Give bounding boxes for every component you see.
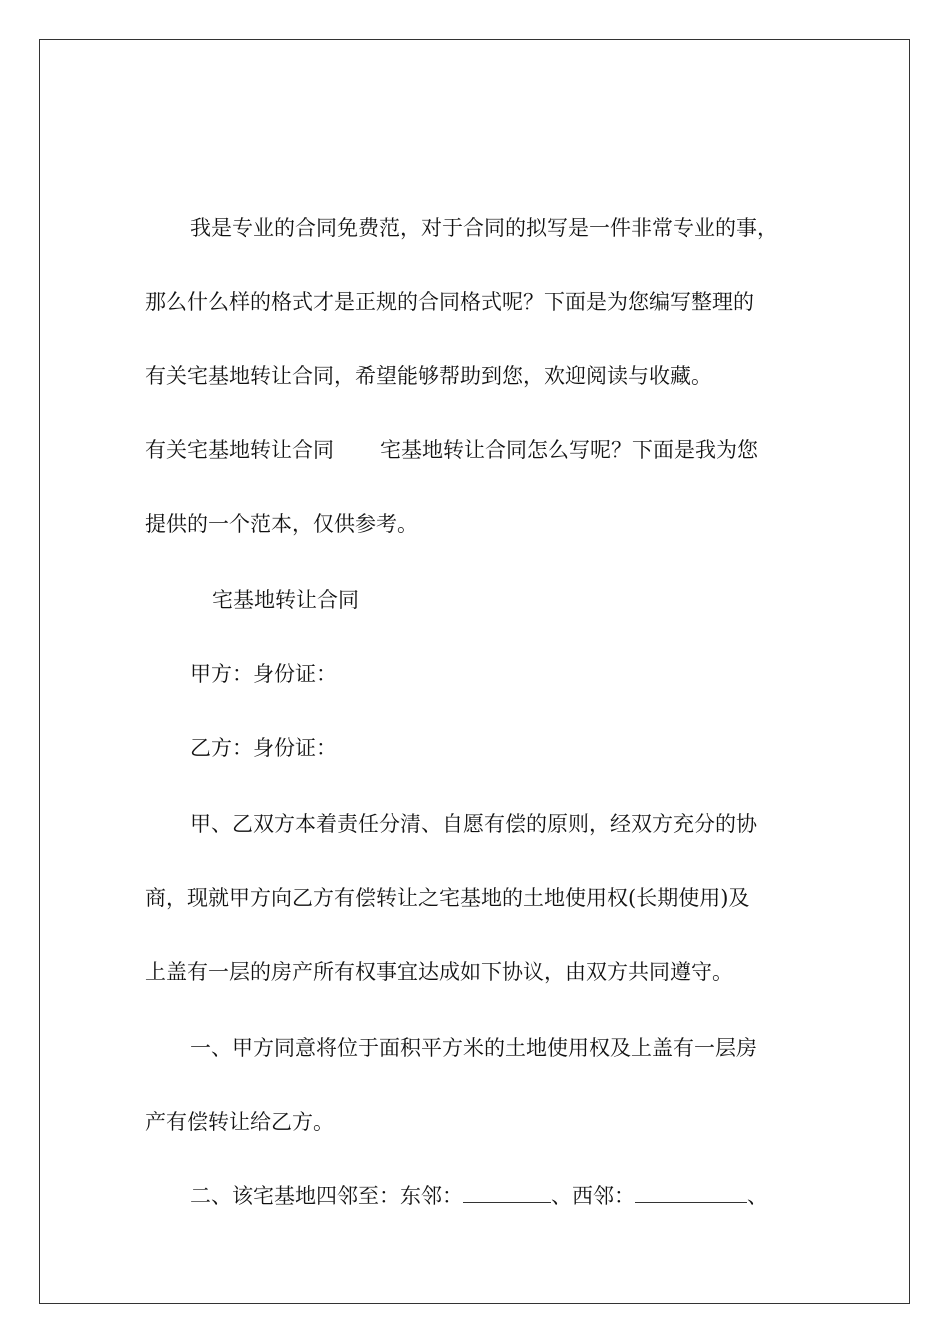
preamble-line-3: 上盖有一层的房产所有权事宜达成如下协议，由双方共同遵守。 — [145, 960, 733, 984]
intro-line-1: 我是专业的合同免费范，对于合同的拟写是一件非常专业的事， — [190, 216, 778, 240]
heading-intro-text: 宅基地转让合同怎么写呢？下面是我为您 — [380, 438, 758, 462]
intro-line-2: 那么什么样的格式才是正规的合同格式呢？下面是为您编写整理的 — [145, 290, 754, 314]
heading-line — [145, 435, 758, 465]
party-a-line: 甲方：身份证： — [190, 662, 337, 686]
west-neighbor-blank — [635, 1182, 747, 1203]
clause-2-line — [190, 1181, 768, 1211]
preamble-line-1: 甲、乙双方本着责任分清、自愿有偿的原则，经双方充分的协 — [190, 812, 757, 836]
clause-2-mid: 、西邻： — [551, 1184, 635, 1208]
east-neighbor-blank — [463, 1182, 551, 1203]
clause-1-line-2: 产有偿转让给乙方。 — [145, 1110, 334, 1134]
intro-line-3: 有关宅基地转让合同，希望能够帮助到您，欢迎阅读与收藏。 — [145, 364, 712, 388]
contract-title: 宅基地转让合同 — [212, 588, 359, 612]
heading-line-2: 提供的一个范本，仅供参考。 — [145, 512, 418, 536]
preamble-line-2: 商，现就甲方向乙方有偿转让之宅基地的土地使用权(长期使用)及 — [145, 886, 750, 910]
clause-2-prefix: 二、该宅基地四邻至：东邻： — [190, 1184, 463, 1208]
clause-1-line-1: 一、甲方同意将位于面积平方米的土地使用权及上盖有一层房 — [190, 1036, 757, 1060]
party-b-line: 乙方：身份证： — [190, 736, 337, 760]
contract-heading: 有关宅基地转让合同 — [145, 438, 334, 462]
clause-2-suffix: 、 — [747, 1184, 768, 1208]
